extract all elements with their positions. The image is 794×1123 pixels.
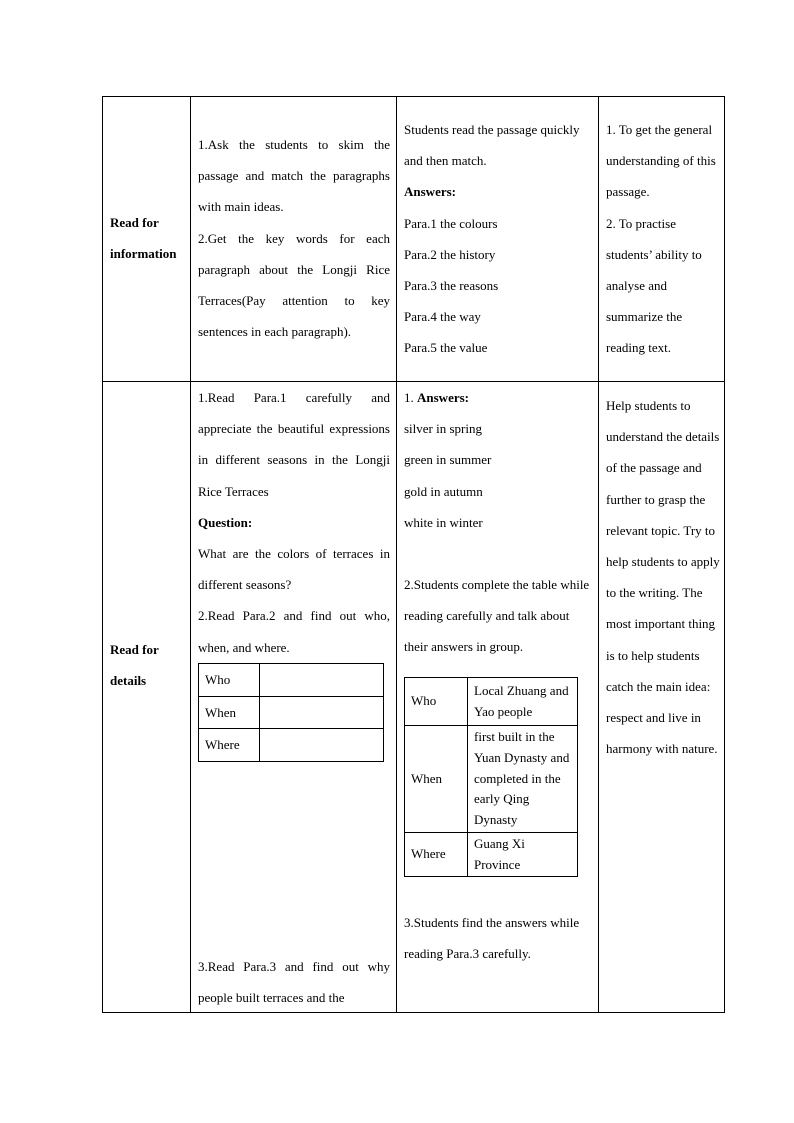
table-label-where: Where <box>405 833 468 877</box>
teacher-activity-cell-details <box>198 382 390 663</box>
question-label: Question: <box>198 514 253 530</box>
row-label-line: Read for <box>110 642 159 657</box>
season-answer: silver in spring <box>404 421 482 437</box>
table-label-when: When <box>405 726 468 833</box>
answers-label: Answers: <box>404 184 456 200</box>
purpose-text: Help students to understand the details of the passage and further to grasp the relevant topic. Try to help students to apply to the writing. The most important thing is to help students catch the main idea: respect and live in harmony with nature. <box>606 398 720 757</box>
teacher-activity-cell <box>198 129 390 347</box>
table-value-where: Guang Xi Province <box>468 833 578 877</box>
table-blank-cell[interactable] <box>260 664 384 697</box>
answer-item: Para.1 the colours <box>404 215 498 231</box>
answers-prefix: 1. <box>404 390 414 405</box>
table-label-when: When <box>199 697 260 729</box>
table-border-bottom <box>102 1012 725 1013</box>
teacher-step: 1.Read Para.1 carefully and appreciate the beautiful expressions in different seasons in the Longji Rice Terraces <box>198 390 390 499</box>
activity-3-text: 3.Students find the answers while reading Para.3 carefully. <box>404 915 580 962</box>
table-border-right <box>724 96 725 1013</box>
purpose-item: 2. To practise students’ ability to analyse and summarize the reading text. <box>606 215 702 356</box>
row-label-line: Read for <box>110 215 159 230</box>
answer-item: Para.4 the way <box>404 309 481 325</box>
season-answer: white in winter <box>404 514 483 530</box>
purpose-item: 1. To get the general understanding of this passage. <box>606 122 716 200</box>
table-label-who: Who <box>405 678 468 726</box>
table-blank-cell[interactable] <box>260 697 384 729</box>
column-divider-1 <box>190 96 191 1013</box>
table-border-top <box>102 96 725 97</box>
question-text: What are the colors of terraces in different seasons? <box>198 546 390 593</box>
activity-2: 2.Students complete the table while reading carefully and talk about their answers in group. <box>404 577 590 655</box>
table-label-who: Who <box>199 664 260 697</box>
answer-item: Para.2 the history <box>404 246 496 262</box>
activity-intro: Students read the passage quickly and then match. <box>404 122 580 169</box>
table-value-who: Local Zhuang and Yao people <box>468 678 578 726</box>
teacher-step: 2.Get the key words for each paragraph about the Longji Rice Terraces(Pay attention to key sentences in each paragraph). <box>198 230 390 340</box>
student-activity-cell <box>404 114 596 364</box>
row-label-line: information <box>110 246 177 262</box>
student-activity-cell-details <box>404 382 594 663</box>
season-answer: green in summer <box>404 452 492 468</box>
filled-who-when-where-table <box>404 677 578 877</box>
answer-item: Para.5 the value <box>404 340 488 356</box>
purpose-cell-details <box>606 390 720 764</box>
teacher-step: 1.Ask the students to skim the passage and match the paragraphs with main ideas. <box>198 137 390 215</box>
blank-who-when-where-table <box>198 663 384 762</box>
teacher-step: 3.Read Para.3 and find out why people built terraces and the <box>198 959 390 1006</box>
column-divider-2 <box>396 96 397 1013</box>
teacher-step-3 <box>198 951 390 1013</box>
activity-3 <box>404 907 584 969</box>
answer-item: Para.3 the reasons <box>404 278 499 294</box>
row-label-line: details <box>110 673 147 689</box>
purpose-cell <box>606 114 720 364</box>
season-answer: gold in autumn <box>404 483 483 499</box>
row-label-read-for-information <box>110 207 188 269</box>
table-value-when: first built in the Yuan Dynasty and completed in the early Qing Dynasty <box>468 726 578 833</box>
table-label-where: Where <box>199 729 260 762</box>
teacher-step: 2.Read Para.2 and find out who, when, and where. <box>198 608 390 655</box>
row-label-read-for-details <box>110 634 188 696</box>
column-divider-3 <box>598 96 599 1013</box>
lesson-plan-table <box>102 96 725 1013</box>
table-border-left <box>102 96 103 1013</box>
answers-label: Answers: <box>417 390 469 405</box>
table-blank-cell[interactable] <box>260 729 384 762</box>
